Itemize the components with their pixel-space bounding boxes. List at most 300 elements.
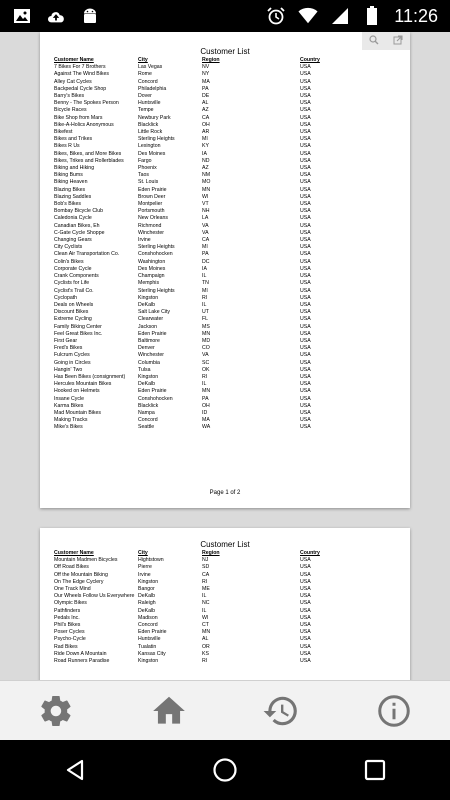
table-cell: Hooked on Helmets	[54, 388, 100, 395]
table-row	[54, 201, 360, 208]
table-cell: UT	[202, 309, 209, 316]
table-cell: TN	[202, 280, 209, 287]
customer-table	[54, 550, 360, 665]
table-cell: USA	[300, 323, 311, 330]
table-cell: Backpedal Cycle Shop	[54, 85, 107, 92]
table-row	[54, 107, 360, 114]
table-row	[54, 608, 360, 615]
table-cell: USA	[300, 165, 311, 172]
table-row	[54, 338, 360, 345]
table-row	[54, 172, 360, 179]
table-cell: On The Edge Cyclery	[54, 578, 104, 585]
table-cell: VA	[202, 222, 209, 229]
wifi-icon	[298, 6, 318, 26]
pdf-viewer[interactable]	[0, 32, 450, 680]
table-cell: Des Moines	[138, 150, 166, 157]
table-cell: Concord	[138, 78, 158, 85]
table-row	[54, 557, 360, 564]
table-cell: Insane Cycle	[54, 395, 84, 402]
table-cell: Has Been Bikes (consignment)	[54, 373, 126, 380]
table-cell: Cyclists for Life	[54, 280, 90, 287]
table-row	[54, 93, 360, 100]
table-cell: USA	[300, 121, 311, 128]
table-cell: Conshohocken	[138, 395, 173, 402]
table-cell: FL	[202, 316, 209, 323]
table-row	[54, 396, 360, 403]
table-cell: Des Moines	[138, 265, 166, 272]
table-cell: Pedals Inc.	[54, 614, 80, 621]
table-cell: Karma Bikes	[54, 402, 84, 409]
table-cell: MN	[202, 388, 211, 395]
table-row	[54, 403, 360, 410]
table-row	[54, 136, 360, 143]
table-cell: Bob's Bikes	[54, 201, 81, 208]
table-cell: USA	[300, 424, 311, 431]
table-cell: Conshohocken	[138, 251, 173, 258]
table-cell: ID	[202, 409, 208, 416]
table-cell: Mad Mountain Bikes	[54, 409, 101, 416]
table-row	[54, 288, 360, 295]
table-cell: NH	[202, 208, 210, 215]
table-cell: DE	[202, 93, 210, 100]
table-cell: Ride Down A Mountain	[54, 650, 107, 657]
table-cell: 7 Bikes For 7 Brothers	[54, 64, 106, 71]
table-cell: USA	[300, 179, 311, 186]
table-cell: Salt Lake City	[138, 309, 171, 316]
table-cell: USA	[300, 330, 311, 337]
table-cell: USA	[300, 100, 311, 107]
table-row	[54, 151, 360, 158]
table-cell: AZ	[202, 107, 209, 114]
table-cell: Corporate Cycle	[54, 265, 92, 272]
table-row	[54, 417, 360, 424]
table-cell: NY	[202, 71, 210, 78]
table-cell: Barry's Bikes	[54, 93, 85, 100]
table-cell: Jackson	[138, 323, 158, 330]
table-cell: DeKalb	[138, 381, 156, 388]
table-row	[54, 388, 360, 395]
home-button[interactable]	[141, 683, 197, 739]
table-row	[54, 600, 360, 607]
table-cell: USA	[300, 265, 311, 272]
table-cell: USA	[300, 359, 311, 366]
table-cell: Colin's Bikes	[54, 258, 84, 265]
table-cell: Eden Prairie	[138, 330, 167, 337]
table-body	[54, 557, 360, 665]
table-cell: Irvine	[138, 237, 151, 244]
table-cell: PA	[202, 251, 209, 258]
table-row	[54, 651, 360, 658]
table-cell: Changing Gears	[54, 237, 92, 244]
table-cell: Pathfinders	[54, 607, 81, 614]
table-cell: Caledonia Cycle	[54, 215, 92, 222]
table-cell: USA	[300, 622, 311, 629]
table-cell: USA	[300, 215, 311, 222]
table-cell: Crank Components	[54, 273, 99, 280]
table-row	[54, 100, 360, 107]
recents-button[interactable]	[345, 740, 405, 800]
table-cell: Champaign	[138, 273, 165, 280]
table-cell: Sterling Heights	[138, 136, 175, 143]
page-footer: Page 1 of 2	[209, 490, 241, 496]
table-cell: Bicycle Races	[54, 107, 87, 114]
table-cell: KY	[202, 143, 209, 150]
table-cell: USA	[300, 114, 311, 121]
recents-icon	[364, 759, 386, 781]
table-cell: USA	[300, 258, 311, 265]
table-cell: Clean Air Transportation Co.	[54, 251, 120, 258]
system-nav-bar	[0, 740, 450, 800]
table-cell: Kansas City	[138, 650, 166, 657]
table-cell: Phoenix	[138, 165, 157, 172]
table-cell: Fargo	[138, 157, 152, 164]
table-cell: Olympic Bikes	[54, 600, 87, 607]
table-cell: Winchester	[138, 229, 164, 236]
alarm-icon	[266, 6, 286, 26]
table-cell: Tulsa	[138, 366, 151, 373]
table-cell: Brown Deer	[138, 193, 166, 200]
table-cell: USA	[300, 557, 311, 564]
table-cell: USA	[300, 643, 311, 650]
table-row	[54, 223, 360, 230]
table-cell: Deals on Wheels	[54, 301, 94, 308]
table-row	[54, 266, 360, 273]
table-cell: USA	[300, 629, 311, 636]
table-cell: Against The Wind Bikes	[54, 71, 109, 78]
table-cell: Denver	[138, 345, 155, 352]
table-row	[54, 579, 360, 586]
table-cell: USA	[300, 309, 311, 316]
table-cell: MA	[202, 417, 210, 424]
table-cell: Kingston	[138, 578, 159, 585]
pdf-page-1	[40, 32, 410, 508]
table-cell: Winchester	[138, 352, 164, 359]
table-cell: LA	[202, 215, 209, 222]
column-header: Country	[300, 57, 320, 63]
table-cell: USA	[300, 280, 311, 287]
table-cell: Bikes, Trikes and Rollerblades	[54, 157, 124, 164]
table-cell: Canadian Bikes, Eh	[54, 222, 100, 229]
cloud-upload-icon	[46, 6, 66, 26]
table-cell: Bike Shop from Mars	[54, 114, 103, 121]
pdf-page-2	[40, 528, 410, 680]
table-cell: Going in Circles	[54, 359, 91, 366]
table-cell: CT	[202, 622, 209, 629]
table-cell: OH	[202, 121, 210, 128]
table-cell: Baltimore	[138, 337, 160, 344]
table-row	[54, 79, 360, 86]
table-row	[54, 367, 360, 374]
table-cell: MN	[202, 330, 211, 337]
info-button[interactable]	[366, 683, 422, 739]
table-row	[54, 644, 360, 651]
table-row	[54, 295, 360, 302]
back-button[interactable]	[45, 740, 105, 800]
table-cell: WA	[202, 424, 211, 431]
table-cell: RI	[202, 578, 208, 585]
table-cell: USA	[300, 345, 311, 352]
table-row	[54, 215, 360, 222]
table-cell: Alley Cat Cycles	[54, 78, 92, 85]
table-cell: Kingston	[138, 658, 159, 665]
table-cell: CA	[202, 237, 210, 244]
table-cell: SD	[202, 564, 210, 571]
table-cell: VA	[202, 352, 209, 359]
table-row	[54, 381, 360, 388]
table-cell: KS	[202, 650, 209, 657]
table-cell: Extreme Cycling	[54, 316, 92, 323]
table-row	[54, 360, 360, 367]
table-cell: Huntsville	[138, 100, 161, 107]
table-cell: Blacklick	[138, 402, 159, 409]
table-row	[54, 115, 360, 122]
table-row	[54, 424, 360, 431]
table-cell: AZ	[202, 165, 209, 172]
table-cell: USA	[300, 186, 311, 193]
status-time: 11:26	[394, 5, 438, 26]
table-cell: CO	[202, 345, 210, 352]
column-header: City	[138, 57, 148, 63]
table-row	[54, 71, 360, 78]
table-cell: RI	[202, 294, 208, 301]
table-cell: OH	[202, 402, 210, 409]
table-cell: SC	[202, 359, 210, 366]
table-cell: Off Road Bikes	[54, 564, 89, 571]
table-cell: USA	[300, 237, 311, 244]
table-cell: USA	[300, 93, 311, 100]
table-cell: Bikes R Us	[54, 143, 80, 150]
table-cell: NV	[202, 64, 210, 71]
table-cell: Hercules Mountain Bikes	[54, 381, 112, 388]
table-cell: AL	[202, 100, 209, 107]
table-row	[54, 230, 360, 237]
table-cell: NC	[202, 600, 210, 607]
table-cell: DC	[202, 258, 210, 265]
customer-table	[54, 57, 360, 432]
table-cell: Washington	[138, 258, 166, 265]
table-cell: Road Runners Paradise	[54, 658, 110, 665]
table-cell: USA	[300, 388, 311, 395]
table-cell: IL	[202, 301, 207, 308]
table-cell: Memphis	[138, 280, 160, 287]
table-cell: PA	[202, 85, 209, 92]
table-cell: Tualatin	[138, 643, 157, 650]
table-cell: Bangor	[138, 586, 155, 593]
table-cell: VT	[202, 201, 209, 208]
column-header: City	[138, 550, 148, 556]
table-cell: Biking and Hiking	[54, 165, 95, 172]
table-cell: Cyclopath	[54, 294, 78, 301]
table-cell: Discount Bikes	[54, 309, 89, 316]
table-cell: C-Gate Cycle Shoppe	[54, 229, 105, 236]
column-header: Region	[202, 57, 220, 63]
table-cell: Dover	[138, 93, 152, 100]
table-cell: VA	[202, 229, 209, 236]
table-cell: AL	[202, 636, 209, 643]
table-cell: Columbia	[138, 359, 160, 366]
table-cell: PA	[202, 395, 209, 402]
signal-icon	[330, 6, 350, 26]
table-cell: Kingston	[138, 294, 159, 301]
table-cell: USA	[300, 395, 311, 402]
table-cell: Bikefest	[54, 129, 73, 136]
table-cell: Off the Mountain Biking	[54, 571, 108, 578]
table-cell: Cyclist's Trail Co.	[54, 287, 94, 294]
table-cell: USA	[300, 64, 311, 71]
table-cell: MI	[202, 136, 208, 143]
table-row	[54, 345, 360, 352]
settings-button[interactable]	[28, 683, 84, 739]
table-cell: MN	[202, 629, 211, 636]
table-row	[54, 179, 360, 186]
table-cell: Making Tracks	[54, 417, 88, 424]
table-cell: New Orleans	[138, 215, 168, 222]
table-cell: OR	[202, 643, 210, 650]
table-row	[54, 165, 360, 172]
history-button[interactable]	[253, 683, 309, 739]
table-cell: First Gear	[54, 337, 78, 344]
table-cell: Montpelier	[138, 201, 163, 208]
table-cell: DeKalb	[138, 607, 156, 614]
table-row	[54, 143, 360, 150]
table-row	[54, 280, 360, 287]
column-header: Customer Name	[54, 550, 94, 556]
table-row	[54, 237, 360, 244]
table-cell: USA	[300, 229, 311, 236]
home-system-button[interactable]	[195, 740, 255, 800]
table-row	[54, 564, 360, 571]
table-cell: Family Biking Center	[54, 323, 102, 330]
table-cell: Richmond	[138, 222, 162, 229]
table-cell: Taos	[138, 172, 149, 179]
back-icon	[63, 758, 87, 782]
table-cell: USA	[300, 208, 311, 215]
table-cell: One Track Mind	[54, 586, 91, 593]
table-cell: Phil's Bikes	[54, 622, 81, 629]
table-cell: Fulcrum Cycles	[54, 352, 90, 359]
table-cell: Feel Great Bikes Inc.	[54, 330, 103, 337]
table-cell: WI	[202, 193, 209, 200]
table-cell: Mike's Bikes	[54, 424, 83, 431]
table-cell: Mountain Madmen Bicycles	[54, 557, 118, 564]
page-title: Customer List	[200, 47, 250, 56]
table-row	[54, 86, 360, 93]
table-cell: Kingston	[138, 373, 159, 380]
table-cell: MD	[202, 337, 211, 344]
table-row	[54, 586, 360, 593]
bottom-nav	[0, 680, 450, 740]
table-row	[54, 593, 360, 600]
table-cell: USA	[300, 172, 311, 179]
table-cell: USA	[300, 287, 311, 294]
table-cell: USA	[300, 337, 311, 344]
table-cell: MO	[202, 179, 211, 186]
table-cell: USA	[300, 136, 311, 143]
table-cell: USA	[300, 71, 311, 78]
table-row	[54, 331, 360, 338]
table-cell: NJ	[202, 557, 209, 564]
table-cell: Bike-A-Holics Anonymous	[54, 121, 114, 128]
table-row	[54, 615, 360, 622]
table-cell: Eden Prairie	[138, 629, 167, 636]
table-cell: Huntsville	[138, 636, 161, 643]
table-cell: MN	[202, 186, 211, 193]
table-cell: RI	[202, 373, 208, 380]
table-cell: Lexington	[138, 143, 161, 150]
table-cell: Biking Bums	[54, 172, 83, 179]
column-header: Customer Name	[54, 57, 94, 63]
table-cell: USA	[300, 578, 311, 585]
table-cell: USA	[300, 352, 311, 359]
table-row	[54, 194, 360, 201]
table-cell: USA	[300, 301, 311, 308]
table-cell: Seattle	[138, 424, 155, 431]
table-row	[54, 410, 360, 417]
table-cell: IL	[202, 273, 207, 280]
table-cell: USA	[300, 244, 311, 251]
table-cell: ME	[202, 586, 210, 593]
table-cell: USA	[300, 251, 311, 258]
table-cell: USA	[300, 586, 311, 593]
table-row	[54, 129, 360, 136]
table-cell: Fred's Bikes	[54, 345, 83, 352]
table-cell: USA	[300, 614, 311, 621]
table-cell: USA	[300, 273, 311, 280]
table-row	[54, 309, 360, 316]
info-icon	[376, 693, 412, 729]
table-cell: Biking Heaven	[54, 179, 88, 186]
table-cell: RI	[202, 658, 208, 665]
table-row	[54, 259, 360, 266]
table-cell: MS	[202, 323, 210, 330]
table-row	[54, 64, 360, 71]
status-bar	[0, 0, 450, 32]
table-cell: USA	[300, 294, 311, 301]
table-cell: DeKalb	[138, 301, 156, 308]
table-cell: USA	[300, 129, 311, 136]
table-row	[54, 273, 360, 280]
table-cell: Portsmouth	[138, 208, 165, 215]
table-cell: USA	[300, 222, 311, 229]
table-cell: USA	[300, 417, 311, 424]
table-cell: DeKalb	[138, 593, 156, 600]
table-cell: IA	[202, 265, 207, 272]
table-cell: USA	[300, 593, 311, 600]
table-cell: USA	[300, 650, 311, 657]
table-cell: USA	[300, 143, 311, 150]
table-cell: IA	[202, 150, 207, 157]
table-cell: USA	[300, 85, 311, 92]
table-cell: USA	[300, 107, 311, 114]
table-cell: USA	[300, 402, 311, 409]
table-cell: USA	[300, 373, 311, 380]
android-icon	[80, 6, 100, 26]
history-icon	[262, 692, 300, 730]
table-cell: USA	[300, 658, 311, 665]
table-cell: USA	[300, 564, 311, 571]
table-row	[54, 302, 360, 309]
table-row	[54, 122, 360, 129]
table-cell: Nampa	[138, 409, 155, 416]
table-row	[54, 244, 360, 251]
column-header: Region	[202, 550, 220, 556]
table-cell: Philadelphia	[138, 85, 167, 92]
table-row	[54, 208, 360, 215]
table-cell: MI	[202, 287, 208, 294]
table-cell: AR	[202, 129, 210, 136]
table-cell: WI	[202, 614, 209, 621]
table-cell: Rad Bikes	[54, 643, 78, 650]
